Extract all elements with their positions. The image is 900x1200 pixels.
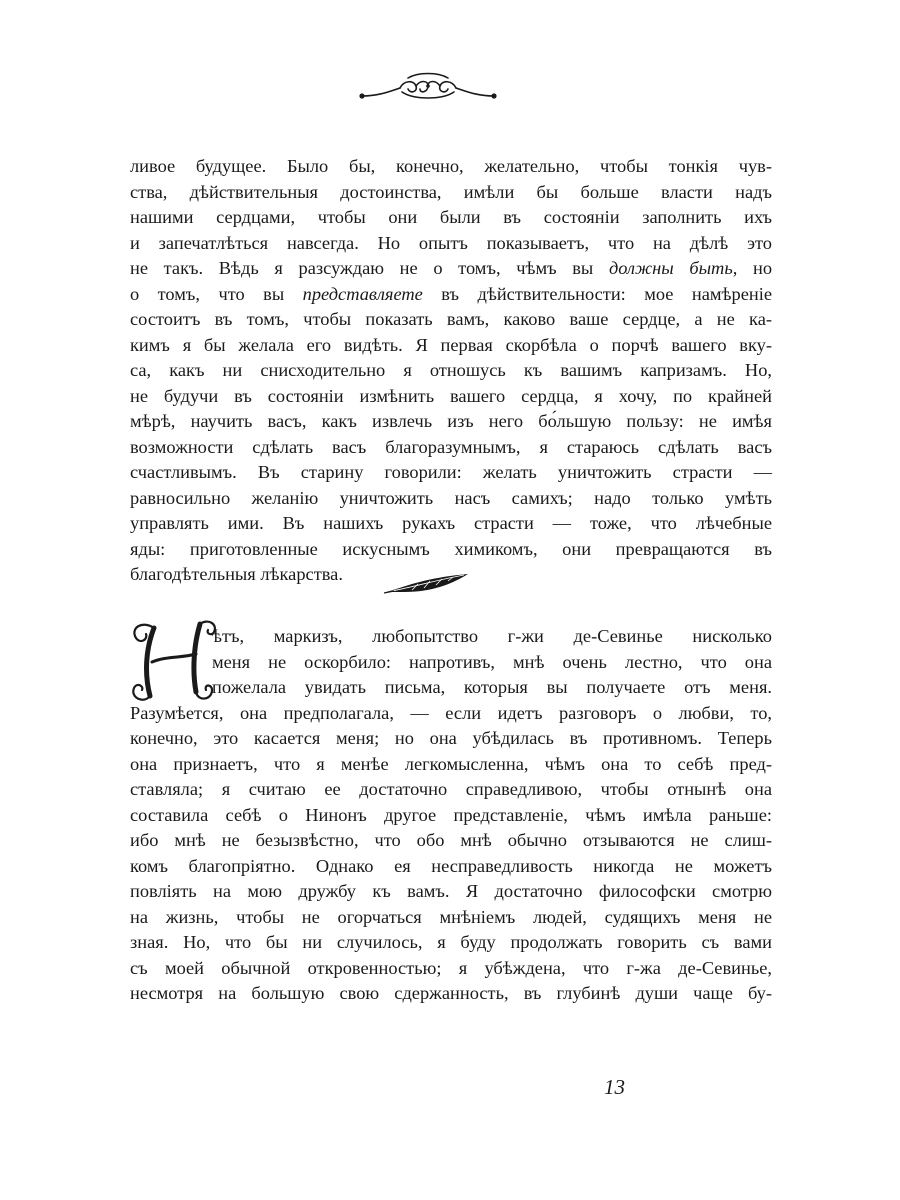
text-line: зная. Но, что бы ни случилось, я буду продолжать говорить съ вами (130, 932, 772, 952)
page-number: 13 (604, 1075, 625, 1099)
text-line: равносильно желанію уничтожить насъ самихъ; надо только умѣть (130, 487, 772, 508)
text-line: мѣрѣ, научить васъ, какъ извлечь изъ него бо́льшую пользу: не имѣя (130, 411, 772, 431)
text-line: са, какъ ни снисходительно я отношусь къ вашимъ капризамъ. Но, (130, 360, 772, 380)
feather-icon (382, 568, 472, 598)
text-line: ибо мнѣ не безызвѣстно, что обо мнѣ обычно отзываются не слиш- (130, 830, 772, 850)
text-line: ства, дѣйствительныя достоинства, имѣли бы больше власти надъ (130, 181, 772, 202)
text-line: комъ благопріятно. Однако ея несправедливость никогда не можетъ (130, 855, 772, 876)
text-line: яды: приготовленные искуснымъ химикомъ, они превращаются въ (130, 538, 772, 559)
scroll-ornament-icon (358, 70, 498, 106)
text-line: повліять на мою дружбу къ вамъ. Я достаточно философски смотрю (130, 881, 772, 901)
text-line: она признаетъ, что я менѣе легкомысленна, чѣмъ она то себѣ пред- (130, 753, 772, 774)
text-line: на жизнь, чтобы не огорчаться мнѣніемъ людей, судящихъ меня не (130, 906, 772, 927)
italic-phrase: должны быть (608, 258, 733, 278)
text-line: ѣтъ, маркизъ, любопытство г-жи де-Севинье нисколько (212, 626, 772, 646)
text-line: благодѣтельныя лѣкарства. (130, 564, 343, 584)
text-line: не будучи въ состояніи измѣнить вашего сердца, я хочу, по крайней (130, 385, 772, 406)
text-line: и запечатлѣться навсегда. Но опытъ показываетъ, что на дѣлѣ это (130, 232, 772, 253)
italic-phrase: представляете (302, 283, 423, 304)
text-line: конечно, это касается меня; но она убѣдилась въ противномъ. Теперь (130, 728, 772, 748)
text-line: съ моей обычной откровенностью; я убѣждена, что г-жа де-Севинье, (130, 957, 772, 978)
text-line: кимъ я бы желала его видѣть. Я первая скорбѣла о порчѣ вашего вку- (130, 334, 772, 355)
text-block-continuation (130, 154, 772, 588)
text-line: несмотря на большую свою сдержанность, въ глубинѣ души чаще бу- (130, 983, 772, 1003)
text-line: Разумѣется, она предполагала, — если идетъ разговоръ о любви, то, (130, 702, 772, 723)
text-line: управлять ими. Въ нашихъ рукахъ страсти — тоже, что лѣчебные (130, 513, 772, 533)
text-line: составила себѣ о Нинонъ другое представленіе, чѣмъ имѣла раньше: (130, 804, 772, 825)
text-line: пожелала увидать письма, которыя вы получаете отъ меня. (212, 677, 772, 697)
text-line: ставляла; я считаю ее достаточно справедливою, чтобы отнынѣ она (130, 779, 772, 799)
text-line: возможности сдѣлать васъ благоразумнымъ, я стараюсь сдѣлать васъ (130, 436, 772, 457)
text-line: состоитъ въ томъ, чтобы показать вамъ, каково ваше сердце, а не ка- (130, 309, 772, 329)
text-line: нашими сердцами, чтобы они были въ состояніи заполнить ихъ (130, 207, 772, 227)
text-line: не такъ. Вѣдь я разсуждаю не о томъ, чѣмъ вы должны быть, но (130, 258, 773, 278)
text-line: ливое будущее. Было бы, конечно, желательно, чтобы тонкія чув- (130, 156, 772, 176)
text-block-letter (130, 624, 772, 1007)
text-line: счастливымъ. Въ старину говорили: желать уничтожить страсти — (130, 462, 772, 482)
text-line: меня не оскорбило: напротивъ, мнѣ очень лестно, что она (212, 651, 772, 672)
text-line: о томъ, что вы представляете въ дѣйствительности: мое намѣреніе (130, 283, 773, 304)
